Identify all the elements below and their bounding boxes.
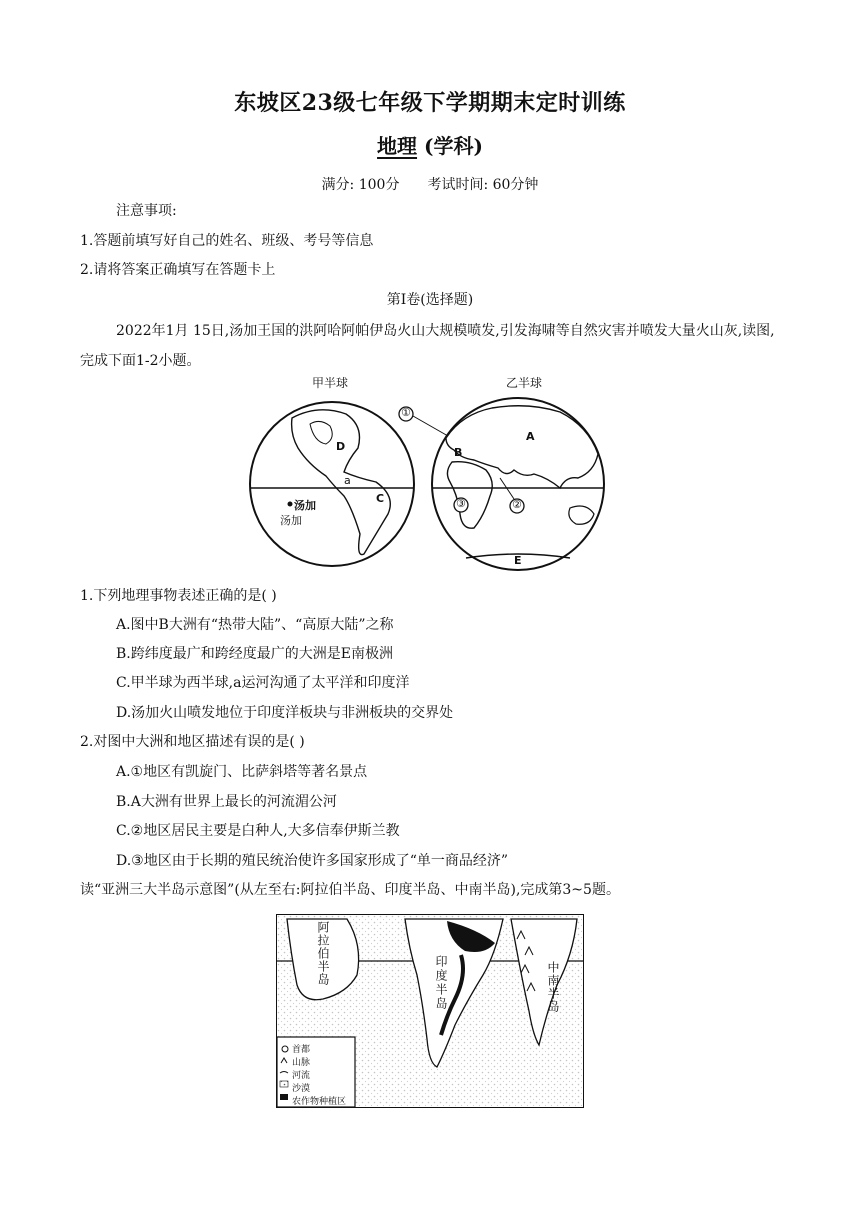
exam-time: 考试时间: 60分钟 (427, 177, 539, 193)
question-1-option-b: B.跨纬度最广和跨经度最广的大洲是E南极洲 (116, 646, 393, 662)
question-2-option-a: A.①地区有凯旋门、比萨斜塔等著名景点 (116, 764, 368, 780)
section-title: 第I卷(选择题) (386, 292, 474, 308)
question-1-option-d: D.汤加火山喷发地位于印度洋板块与非洲板块的交界处 (116, 705, 454, 721)
hemispheres-map (248, 378, 612, 574)
canal-a: a (344, 474, 351, 487)
page-title: 东坡区23级七年级下学期期末定时训练 (234, 90, 626, 116)
notes-heading: 注意事项: (116, 203, 177, 219)
continent-d: D (336, 440, 346, 453)
question-1-stem: 1.下列地理事物表述正确的是( ) (80, 588, 277, 604)
exam-meta (0, 174, 860, 194)
east-hemisphere-label: 乙半球 (506, 376, 543, 390)
legend-desert-label: 沙漠 (292, 1084, 311, 1094)
continent-c: C (376, 492, 385, 505)
note-item: 2.请将答案正确填写在答题卡上 (80, 262, 276, 278)
intro-paragraph-2: 读“亚洲三大半岛示意图”(从左至右:阿拉伯半岛、印度半岛、中南半岛),完成第3~5题。 (80, 882, 620, 898)
indochina-peninsula-label: 中南半岛 (546, 961, 560, 1013)
west-hemisphere-label: 甲半球 (312, 376, 349, 390)
tonga-label: 汤加 (280, 514, 302, 527)
legend-capital-label: 首都 (292, 1045, 311, 1055)
marker-2: ② (512, 498, 522, 511)
question-2-option-c: C.②地区居民主要是白种人,大多信奉伊斯兰教 (116, 823, 400, 839)
legend-crop-label: 农作物种植区 (292, 1097, 347, 1107)
marker-1: ① (401, 406, 411, 419)
intro-paragraph-1: 2022年1月 15日,汤加王国的洪阿哈阿帕伊岛火山大规模喷发,引发海啸等自然灾害并喷发大量火山灰,读图,完成下面1-2小题。 (80, 323, 775, 369)
subject-suffix: (学科) (424, 134, 483, 158)
arabian-peninsula-label: 阿拉伯半岛 (316, 921, 330, 986)
peninsulas-map (276, 914, 584, 1108)
marker-1-pointer (413, 416, 448, 436)
note-item: 1.答题前填写好自己的姓名、班级、考号等信息 (80, 233, 374, 249)
continent-a: A (526, 430, 535, 443)
indian-peninsula-label: 印度半岛 (434, 955, 448, 1011)
question-1-option-a: A.图中B大洲有“热带大陆”、“高原大陆”之称 (116, 617, 394, 633)
legend-crop-symbol (280, 1094, 288, 1100)
subject-main: 地理 (377, 134, 418, 158)
tonga-label-bold: 汤加 (294, 499, 316, 512)
hemispheres-svg (248, 378, 612, 574)
question-2-option-d: D.③地区由于长期的殖民统治使许多国家形成了“单一商品经济” (116, 853, 509, 869)
question-1-option-c: C.甲半球为西半球,a运河沟通了太平洋和印度洋 (116, 675, 410, 691)
marker-3: ③ (456, 497, 466, 510)
legend-river-label: 河流 (292, 1071, 311, 1081)
question-2-option-b: B.A大洲有世界上最长的河流湄公河 (116, 794, 337, 810)
legend-mountain-label: 山脉 (292, 1058, 311, 1068)
full-score: 满分: 100分 (321, 177, 400, 193)
continent-e: E (514, 554, 522, 567)
question-2-stem: 2.对图中大洲和地区描述有误的是( ) (80, 734, 305, 750)
legend-desert-symbol (280, 1081, 288, 1087)
continent-b: B (454, 446, 463, 459)
subject-title (0, 130, 860, 159)
tonga-dot (288, 502, 293, 507)
